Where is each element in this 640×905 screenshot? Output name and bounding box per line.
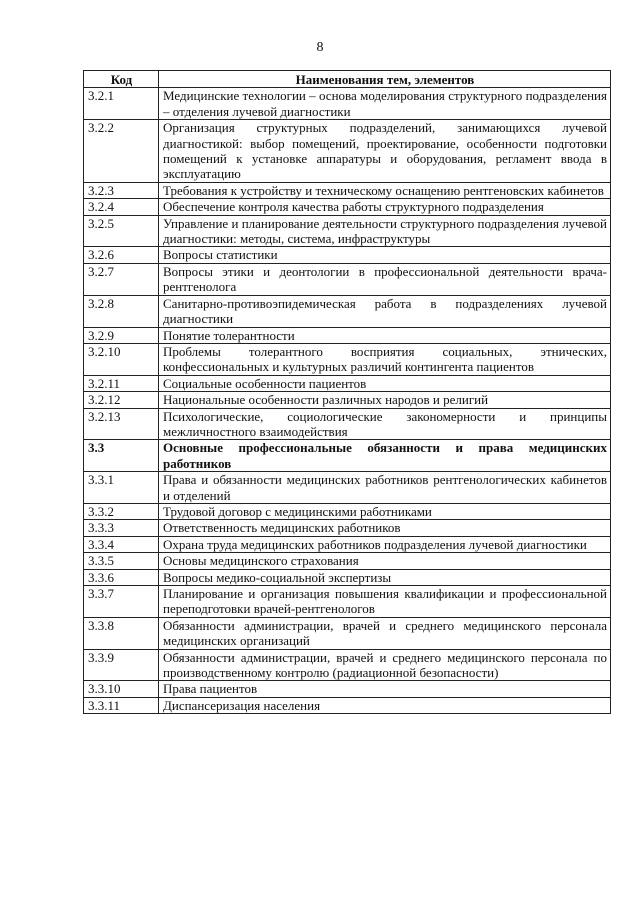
table-row xyxy=(84,569,611,585)
row-code: 3.3 xyxy=(84,440,159,472)
row-code: 3.3.9 xyxy=(84,649,159,681)
row-title: Социальные особенности пациентов xyxy=(159,375,611,391)
table-row xyxy=(84,295,611,327)
header-code: Код xyxy=(84,71,159,88)
row-code: 3.3.2 xyxy=(84,503,159,519)
row-title: Трудовой договор с медицинскими работниками xyxy=(159,503,611,519)
row-title: Национальные особенности различных народов и религий xyxy=(159,392,611,408)
row-code: 3.3.1 xyxy=(84,472,159,504)
row-title: Управление и планирование деятельности структурного подразделения лучевой диагностики: методы, система, инфраструктуры xyxy=(159,215,611,247)
row-code: 3.3.5 xyxy=(84,553,159,569)
header-title: Наименования тем, элементов xyxy=(159,71,611,88)
row-code: 3.2.7 xyxy=(84,263,159,295)
table-row xyxy=(84,440,611,472)
row-title: Обязанности администрации, врачей и среднего медицинского персонала медицинских организаций xyxy=(159,617,611,649)
row-title: Основные профессиональные обязанности и права медицинских работников xyxy=(159,440,611,472)
table-row xyxy=(84,343,611,375)
row-code: 3.2.6 xyxy=(84,247,159,263)
row-title: Проблемы толерантного восприятия социальных, этнических, конфессиональных и культурных различий контингента пациентов xyxy=(159,343,611,375)
table-row xyxy=(84,649,611,681)
row-title: Понятие толерантности xyxy=(159,327,611,343)
table-header-row xyxy=(84,71,611,88)
row-code: 3.2.12 xyxy=(84,392,159,408)
table-row xyxy=(84,392,611,408)
table-row xyxy=(84,553,611,569)
row-title: Вопросы статистики xyxy=(159,247,611,263)
row-title: Вопросы медико-социальной экспертизы xyxy=(159,569,611,585)
row-title: Основы медицинского страхования xyxy=(159,553,611,569)
row-code: 3.2.2 xyxy=(84,120,159,183)
row-title: Санитарно-противоэпидемическая работа в подразделениях лучевой диагностики xyxy=(159,295,611,327)
row-code: 3.3.10 xyxy=(84,681,159,697)
table-row xyxy=(84,88,611,120)
page-number: 8 xyxy=(316,40,324,55)
row-code: 3.3.8 xyxy=(84,617,159,649)
table-row xyxy=(84,263,611,295)
row-code: 3.2.3 xyxy=(84,182,159,198)
row-title: Права пациентов xyxy=(159,681,611,697)
row-code: 3.2.11 xyxy=(84,375,159,391)
row-title: Охрана труда медицинских работников подразделения лучевой диагностики xyxy=(159,536,611,552)
row-title: Ответственность медицинских работников xyxy=(159,520,611,536)
table-row xyxy=(84,408,611,440)
topics-table xyxy=(83,70,611,714)
table-row xyxy=(84,120,611,183)
table-body xyxy=(84,88,611,714)
row-title: Психологические, социологические закономерности и принципы межличностного взаимодействия xyxy=(159,408,611,440)
row-code: 3.3.6 xyxy=(84,569,159,585)
table-row xyxy=(84,697,611,713)
table-row xyxy=(84,199,611,215)
table-row xyxy=(84,247,611,263)
table-row xyxy=(84,681,611,697)
row-title: Планирование и организация повышения квалификации и профессиональной переподготовки врачей-рентгенологов xyxy=(159,586,611,618)
row-code: 3.2.8 xyxy=(84,295,159,327)
row-code: 3.2.1 xyxy=(84,88,159,120)
row-title: Вопросы этики и деонтологии в профессиональной деятельности врача-рентгенолога xyxy=(159,263,611,295)
row-code: 3.2.4 xyxy=(84,199,159,215)
row-title: Требования к устройству и техническому оснащению рентгеновских кабинетов xyxy=(159,182,611,198)
row-code: 3.2.5 xyxy=(84,215,159,247)
row-title: Диспансеризация населения xyxy=(159,697,611,713)
row-code: 3.2.13 xyxy=(84,408,159,440)
table-row xyxy=(84,327,611,343)
table-row xyxy=(84,536,611,552)
row-code: 3.3.11 xyxy=(84,697,159,713)
table-row xyxy=(84,617,611,649)
row-title: Обеспечение контроля качества работы структурного подразделения xyxy=(159,199,611,215)
row-code: 3.2.9 xyxy=(84,327,159,343)
row-code: 3.3.3 xyxy=(84,520,159,536)
row-title: Обязанности администрации, врачей и среднего медицинского персонала по производственному контролю (радиационной безопасности) xyxy=(159,649,611,681)
row-title: Медицинские технологии – основа моделирования структурного подразделения – отделения лучевой диагностики xyxy=(159,88,611,120)
table-row xyxy=(84,520,611,536)
table-row xyxy=(84,586,611,618)
table-row xyxy=(84,472,611,504)
row-title: Организация структурных подразделений, занимающихся лучевой диагностикой: выбор помещений, проектирование, особенности подготовки помещений к установке аппаратуры и оборудования, регламент ввода в эксплуатацию xyxy=(159,120,611,183)
row-code: 3.2.10 xyxy=(84,343,159,375)
table-row xyxy=(84,182,611,198)
row-code: 3.3.7 xyxy=(84,586,159,618)
row-title: Права и обязанности медицинских работников рентгенологических кабинетов и отделений xyxy=(159,472,611,504)
table-row xyxy=(84,215,611,247)
row-code: 3.3.4 xyxy=(84,536,159,552)
table-row xyxy=(84,503,611,519)
table-row xyxy=(84,375,611,391)
